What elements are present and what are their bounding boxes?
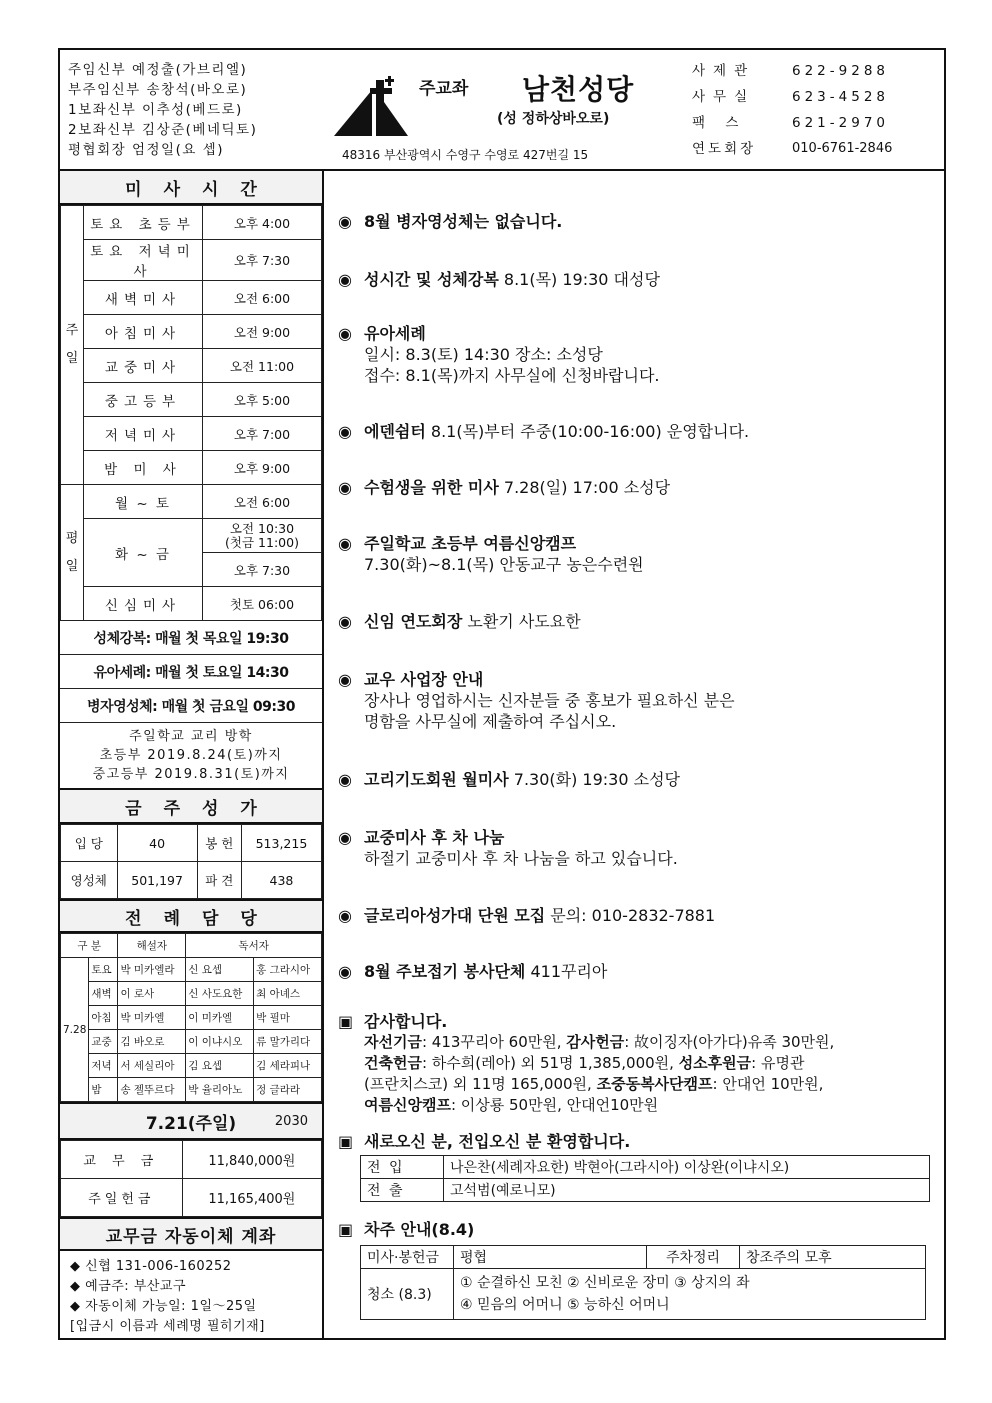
mass-time: 첫토 06:00 — [203, 587, 322, 621]
notice-item: ◉ 주일학교 초등부 여름신앙캠프 7.30(화)~8.1(목) 안동교구 농은수련원 — [338, 534, 644, 574]
contacts — [692, 58, 892, 162]
roster-cell: 박 필마 — [254, 1006, 322, 1030]
notice-item: ◉ 에덴쉼터 8.1(목)부터 주중(10:00-16:00) 운영합니다. — [338, 422, 750, 441]
mass-time: 오전 6:00 — [203, 281, 322, 315]
mass-name: 토요 초등부 — [84, 206, 203, 240]
bullet-icon: ◉ — [338, 478, 352, 497]
notice-item: ◉ 고리기도회원 월미사 7.30(화) 19:30 소성당 — [338, 770, 680, 789]
mass-title: 미사시간 — [60, 171, 322, 205]
bullet-icon: ◉ — [338, 324, 352, 343]
notice-item: ◉ 글로리아성가대 단원 모집 문의: 010-2832-7881 — [338, 906, 716, 925]
roster-cell: 박 율리아노 — [186, 1078, 254, 1102]
weekday-label: 평 일 — [61, 485, 84, 621]
roster-title: 전례담당 — [60, 899, 322, 933]
welcome-label: 전 출 — [361, 1179, 444, 1202]
square-bullet-icon: ▣ — [338, 1012, 354, 1031]
roster-cell: 최 아녜스 — [254, 982, 322, 1006]
bank-info: ◆ 신협 131-006-160252 ◆ 예금주: 부산교구 ◆ 자동이체 가능일: 1일～25일 [입금시 이름과 세례명 필히기재] — [70, 1259, 265, 1334]
roster-header: 해설자 — [118, 934, 186, 958]
clergy-line: 1보좌신부 이추성(베드로) — [68, 102, 243, 118]
clergy-line: 2보좌신부 김상준(베네딕토) — [68, 122, 258, 138]
mass-table — [60, 205, 322, 621]
hymn-label: 영성체 — [61, 862, 118, 899]
mass-name: 새벽미사 — [84, 281, 203, 315]
roster-cell: 류 말가리다 — [254, 1030, 322, 1054]
square-bullet-icon: ▣ — [338, 1132, 354, 1151]
notice-item: ◉ 유아세례 일시: 8.3(토) 14:30 장소: 소성당 접수: 8.1(목)까지 사무실에 신청바랍니다. — [338, 324, 660, 385]
mass-name: 월 ~ 토 — [84, 485, 203, 519]
mass-time: 오전 11:00 — [203, 349, 322, 383]
bank-title: 교무금 자동이체 계좌 — [60, 1217, 322, 1251]
bullet-icon: ◉ — [338, 670, 352, 689]
roster-cell: 김 세라피나 — [254, 1054, 322, 1078]
contact-value: 010-6761-2846 — [792, 141, 893, 156]
notice-item: ◉ 성시간 및 성체강복 8.1(목) 19:30 대성당 — [338, 270, 660, 289]
mass-time: 오후 7:30 — [203, 553, 322, 587]
contact-value: 623-4528 — [792, 89, 889, 105]
mass-name: 교중미사 — [84, 349, 203, 383]
roster-cell: 김 바오로 — [118, 1030, 186, 1054]
roster-cell: 송 젤뚜르다 — [118, 1078, 186, 1102]
logo-area — [332, 58, 672, 163]
welcome-value: 나은찬(세례자요한) 박현아(그라시아) 이상완(이냐시오) — [444, 1156, 930, 1179]
sunday-label: 주 일 — [61, 206, 84, 485]
cleaning-groups: ① 순결하신 모친 ② 신비로운 장미 ③ 상지의 좌 ④ 믿음의 어머니 ⑤ 능하신 어머니 — [454, 1269, 926, 1320]
mass-name: 밤 미 사 — [84, 451, 203, 485]
bullet-icon: ◉ — [338, 962, 352, 981]
mass-name: 저녁미사 — [84, 417, 203, 451]
hymn-title: 금주성가 — [60, 790, 322, 824]
welcome-label: 전 입 — [361, 1156, 444, 1179]
roster-cell: 박 미카엘라 — [118, 958, 186, 982]
bullet-icon: ◉ — [338, 770, 352, 789]
roster-cell: 신 사도요한 — [186, 982, 254, 1006]
mass-time: 오후 7:00 — [203, 417, 322, 451]
clergy-line: 평협회장 엄정일(요 셉) — [68, 142, 224, 158]
next-week-cell: 주차정리 — [647, 1246, 740, 1269]
church-patron: (성 정하상바오로) — [497, 111, 610, 127]
roster-cell: 이 미카엘 — [186, 1006, 254, 1030]
thanks-section: ▣ 감사합니다. 자선기금: 413꾸리아 60만원, 감사헌금: 故이징자(아가다)유족 30만원, 건축헌금: 하수희(레아) 외 51명 1,385,000원, 성소후원금: 유명관 (프란치스코) 외 11명 165,000원, 조중동복사단캠프: 안대언 10만원, 여름신앙캠프: 이상룡 50만원, 안대언10만원 — [338, 1012, 835, 1114]
hymn-label: 입 당 — [61, 825, 118, 862]
roster-cell: 박 미카엘 — [118, 1006, 186, 1030]
roster-table — [60, 933, 322, 1102]
hymn-value: 438 — [241, 862, 321, 899]
next-week-table — [360, 1245, 926, 1320]
mass-name: 화 ~ 금 — [84, 519, 203, 587]
hymn-value: 40 — [117, 825, 197, 862]
square-bullet-icon: ▣ — [338, 1220, 354, 1239]
mass-name: 토요 저녁미사 — [84, 240, 203, 281]
offering-label: 교 무 금 — [61, 1141, 183, 1179]
mass-time: 오전 10:30 (첫금 11:00) — [203, 519, 322, 553]
bullet-icon: ◉ — [338, 534, 352, 553]
welcome-value: 고석범(예로니모) — [444, 1179, 930, 1202]
contact-value: 621-2970 — [792, 115, 889, 131]
bullet-icon: ◉ — [338, 270, 352, 289]
mass-name: 중고등부 — [84, 383, 203, 417]
church-prefix: 주교좌 — [419, 79, 469, 99]
weekly-date: 7.21(주일) — [145, 1113, 237, 1134]
header — [60, 50, 944, 171]
church-address: 48316 부산광역시 수영구 수영로 427번길 15 — [342, 148, 589, 162]
hymn-value: 501,197 — [117, 862, 197, 899]
roster-cell: 교중 — [89, 1030, 118, 1054]
hymn-table — [60, 824, 322, 899]
clergy-line: 부주임신부 송창석(바오로) — [68, 82, 248, 98]
contact-value: 622-9288 — [792, 63, 889, 79]
special-schedule: 성체강복: 매월 첫 목요일 19:30 — [60, 621, 322, 655]
church-logo-icon — [332, 72, 412, 142]
mass-name: 신심미사 — [84, 587, 203, 621]
contact-label: 사무실 — [692, 89, 756, 105]
mass-time: 오후 5:00 — [203, 383, 322, 417]
contact-label: 연도회장 — [692, 141, 757, 157]
mass-time: 오후 9:00 — [203, 451, 322, 485]
left-column — [60, 171, 324, 1338]
mass-name: 아침미사 — [84, 315, 203, 349]
roster-cell: 김 요셉 — [186, 1054, 254, 1078]
next-week-cell: 미사·봉헌금 — [361, 1246, 454, 1269]
roster-cell: 토요 — [89, 958, 118, 982]
roster-cell: 신 요셉 — [186, 958, 254, 982]
offering-label: 주일헌금 — [61, 1179, 183, 1217]
notice-item: ◉ 교우 사업장 안내 장사나 영업하시는 신자분들 중 홍보가 필요하신 분은 명함을 사무실에 제출하여 주십시오. — [338, 670, 735, 731]
roster-cell: 이 로사 — [118, 982, 186, 1006]
next-week-cell: 평협 — [454, 1246, 647, 1269]
mass-time: 오전 6:00 — [203, 485, 322, 519]
clergy-line: 주임신부 예정출(가브리엘) — [68, 62, 248, 78]
notice-item: ◉ 교중미사 후 차 나눔 하절기 교중미사 후 차 나눔을 하고 있습니다. — [338, 828, 678, 868]
roster-cell: 밤 — [89, 1078, 118, 1102]
weekly-number: 2030 — [274, 1113, 308, 1129]
next-week-cell: 창조주의 모후 — [740, 1246, 926, 1269]
next-week-section: ▣ 차주 안내(8.4) — [338, 1220, 475, 1239]
notices-column — [324, 171, 944, 1338]
clergy-list — [68, 60, 257, 160]
bullet-icon: ◉ — [338, 422, 352, 441]
mass-time: 오후 4:00 — [203, 206, 322, 240]
hymn-label: 봉 헌 — [197, 825, 241, 862]
roster-date: 7.28 — [61, 958, 89, 1102]
vacation-notice: 주일학교 교리 방학 초등부 2019.8.24(토)까지 중고등부 2019.8.31(토)까지 — [60, 723, 322, 790]
bulletin-frame — [58, 48, 946, 1340]
roster-cell: 저녁 — [89, 1054, 118, 1078]
next-week-cell: 청소 (8.3) — [361, 1269, 454, 1320]
roster-cell: 정 글라라 — [254, 1078, 322, 1102]
mass-time: 오전 9:00 — [203, 315, 322, 349]
offering-value: 11,840,000원 — [182, 1141, 321, 1179]
roster-cell: 서 세실리아 — [118, 1054, 186, 1078]
bullet-icon: ◉ — [338, 828, 352, 847]
notice-item: ◉ 8월 주보접기 봉사단체 411꾸리아 — [338, 962, 608, 981]
welcome-section: ▣ 새로오신 분, 전입오신 분 환영합니다. — [338, 1132, 631, 1151]
roster-cell: 홍 그라시아 — [254, 958, 322, 982]
offering-table — [60, 1140, 322, 1217]
offering-value: 11,165,400원 — [182, 1179, 321, 1217]
notice-item: ◉ 8월 병자영성체는 없습니다. — [338, 212, 563, 231]
notice-item: ◉ 신임 연도회장 노환기 사도요한 — [338, 612, 581, 631]
welcome-table — [360, 1155, 930, 1202]
mass-time: 오후 7:30 — [203, 240, 322, 281]
roster-header: 구 분 — [61, 934, 118, 958]
church-name: 남천성당 — [522, 73, 635, 106]
hymn-value: 513,215 — [241, 825, 321, 862]
hymn-label: 파 견 — [197, 862, 241, 899]
roster-cell: 아침 — [89, 1006, 118, 1030]
contact-label: 팩 스 — [692, 115, 747, 131]
bullet-icon: ◉ — [338, 212, 352, 231]
bullet-icon: ◉ — [338, 612, 352, 631]
bullet-icon: ◉ — [338, 906, 352, 925]
weekly-date-bar — [60, 1102, 322, 1140]
special-schedule: 유아세례: 매월 첫 토요일 14:30 — [60, 655, 322, 689]
roster-cell: 새벽 — [89, 982, 118, 1006]
special-schedule: 병자영성체: 매월 첫 금요일 09:30 — [60, 689, 322, 723]
roster-cell: 이 이냐시오 — [186, 1030, 254, 1054]
contact-label: 사제관 — [692, 63, 756, 79]
roster-header: 독서자 — [186, 934, 322, 958]
notice-item: ◉ 수험생을 위한 미사 7.28(일) 17:00 소성당 — [338, 478, 671, 497]
